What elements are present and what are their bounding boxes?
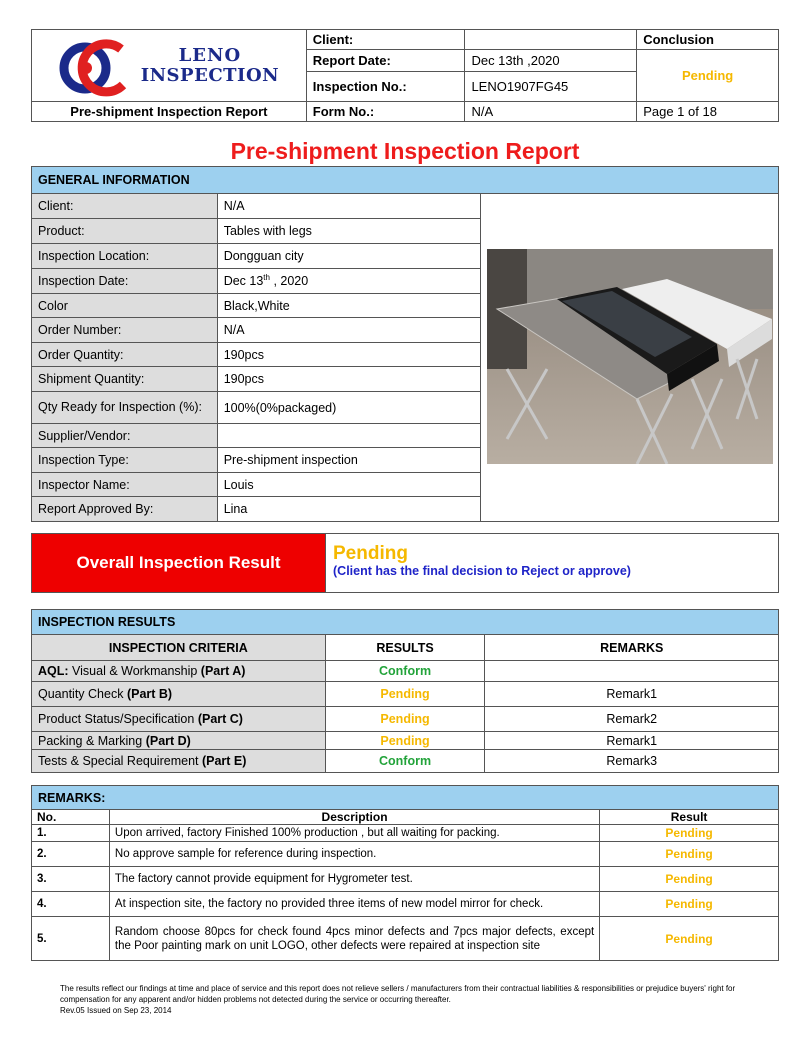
gen-label: Inspection Type: <box>32 448 218 473</box>
gen-value: Pre-shipment inspection <box>217 448 480 473</box>
gen-label: Product: <box>32 219 218 244</box>
criteria-cell <box>32 750 326 773</box>
remark-result: Pending <box>600 867 779 892</box>
inspection-no-value: LENO1907FG45 <box>465 72 637 102</box>
gen-value: Dongguan city <box>217 244 480 269</box>
gen-label: Order Number: <box>32 318 218 343</box>
col-description: Description <box>109 810 599 825</box>
gen-value-inspection-date <box>217 269 480 294</box>
remark-result: Pending <box>600 825 779 842</box>
client-label: Client: <box>306 30 465 50</box>
overall-result-label: Overall Inspection Result <box>32 534 326 593</box>
form-no-label: Form No.: <box>306 102 465 122</box>
footer-text: The results reflect our findings at time and place of service and this report does not relieve sellers / manufacturers from their contractual liabilities & responsibilities or prejudice buyers' right for compensation for any apparent and/or hidden problems not detected during the service or occurring thereafter. <box>60 984 736 1004</box>
overall-result-cell <box>326 534 779 593</box>
date-suffix: th <box>263 273 270 283</box>
criteria-cell <box>32 732 326 750</box>
overall-result-value: Pending <box>333 543 408 564</box>
date-main: Dec 13 <box>223 274 264 289</box>
gen-value: N/A <box>217 194 480 219</box>
criteria-part: (Part D) <box>145 733 191 748</box>
criteria-name: Product Status/Specification <box>38 712 198 726</box>
inspection-results-table <box>31 609 779 773</box>
col-criteria: INSPECTION CRITERIA <box>32 635 326 661</box>
client-value <box>465 30 637 50</box>
criteria-remark: Remark2 <box>485 707 779 732</box>
col-remarks: REMARKS <box>485 635 779 661</box>
criteria-name: Tests & Special Requirement <box>38 754 202 768</box>
leno-logo-icon <box>59 35 137 97</box>
criteria-remark: Remark3 <box>485 750 779 773</box>
criteria-result: Pending <box>325 682 485 707</box>
remark-description: At inspection site, the factory no provided three items of new model mirror for check. <box>109 892 599 917</box>
gen-value: 190pcs <box>217 343 480 367</box>
gen-value: 100%(0%packaged) <box>217 392 480 424</box>
gen-label: Color <box>32 294 218 318</box>
gen-label: Report Approved By: <box>32 497 218 522</box>
page-title: Pre-shipment Inspection Report <box>230 138 580 164</box>
product-photo-cell <box>481 194 779 522</box>
criteria-name: Visual & Workmanship <box>68 664 201 678</box>
remark-description: The factory cannot provide equipment for Hygrometer test. <box>109 867 599 892</box>
remark-result: Pending <box>600 892 779 917</box>
general-information-table <box>31 166 779 522</box>
criteria-part: (Part A) <box>200 664 246 678</box>
remark-no: 3. <box>32 867 110 892</box>
remark-result: Pending <box>600 842 779 867</box>
remark-no: 4. <box>32 892 110 917</box>
gen-label: Qty Ready for Inspection (%): <box>32 392 218 424</box>
remark-no: 2. <box>32 842 110 867</box>
criteria-part: (Part C) <box>197 712 243 726</box>
gen-label: Client: <box>32 194 218 219</box>
logo-line-1: LENO <box>178 44 242 66</box>
overall-result-table <box>31 533 779 593</box>
criteria-result: Pending <box>325 732 485 750</box>
criteria-cell <box>32 707 326 732</box>
gen-value: Lina <box>217 497 480 522</box>
criteria-remark <box>485 661 779 682</box>
report-name: Pre-shipment Inspection Report <box>32 102 307 122</box>
gen-value <box>217 424 480 448</box>
report-header <box>31 29 779 122</box>
col-results: RESULTS <box>325 635 485 661</box>
gen-value: N/A <box>217 318 480 343</box>
logo-cell <box>32 30 307 102</box>
criteria-prefix: AQL: <box>38 664 69 678</box>
criteria-result: Conform <box>325 750 485 773</box>
gen-label: Supplier/Vendor: <box>32 424 218 448</box>
remark-description: No approve sample for reference during inspection. <box>109 842 599 867</box>
gen-value: 190pcs <box>217 367 480 392</box>
gen-value: Tables with legs <box>217 219 480 244</box>
remark-result: Pending <box>600 917 779 961</box>
col-no: No. <box>32 810 110 825</box>
inspection-results-heading: INSPECTION RESULTS <box>32 610 779 635</box>
remarks-heading: REMARKS: <box>32 786 779 810</box>
remark-no: 5. <box>32 917 110 961</box>
report-date-value: Dec 13th ,2020 <box>465 50 637 72</box>
gen-label: Order Quantity: <box>32 343 218 367</box>
page-indicator: Page 1 of 18 <box>637 102 779 122</box>
form-no-value: N/A <box>465 102 637 122</box>
general-info-heading: GENERAL INFORMATION <box>32 167 779 194</box>
criteria-remark: Remark1 <box>485 682 779 707</box>
criteria-part: (Part B) <box>126 687 173 701</box>
logo-line-2: INSPECTION <box>140 64 280 86</box>
product-photo <box>487 249 773 464</box>
criteria-remark: Remark1 <box>485 732 779 750</box>
criteria-name: Quantity Check <box>38 687 127 701</box>
criteria-name: Packing & Marking <box>38 733 146 748</box>
gen-label: Inspector Name: <box>32 473 218 497</box>
inspection-no-label: Inspection No.: <box>306 72 465 102</box>
gen-label: Inspection Date: <box>32 269 218 294</box>
gen-label: Inspection Location: <box>32 244 218 269</box>
gen-label: Shipment Quantity: <box>32 367 218 392</box>
footer-revision: Rev.05 Issued on Sep 23, 2014 <box>60 1006 172 1015</box>
criteria-cell <box>32 682 326 707</box>
conclusion-label: Conclusion <box>637 30 779 50</box>
col-result: Result <box>600 810 779 825</box>
criteria-cell <box>32 661 326 682</box>
criteria-result: Pending <box>325 707 485 732</box>
remark-description: Upon arrived, factory Finished 100% production , but all waiting for packing. <box>109 825 599 842</box>
report-date-label: Report Date: <box>306 50 465 72</box>
date-year: , 2020 <box>269 274 309 289</box>
gen-value: Black,White <box>217 294 480 318</box>
overall-result-note: (Client has the final decision to Reject or approve) <box>333 564 631 578</box>
criteria-part: (Part E) <box>201 754 247 768</box>
gen-value: Louis <box>217 473 480 497</box>
remark-description: Random choose 80pcs for check found 4pcs minor defects and 7pcs major defects, except the Poor painting mark on unit LOGO, other defects were repaired at inspection site <box>109 917 599 961</box>
criteria-result: Conform <box>325 661 485 682</box>
remarks-table <box>31 785 779 961</box>
remark-no: 1. <box>32 825 110 842</box>
footer-disclaimer <box>60 983 750 1016</box>
conclusion-value: Pending <box>637 50 779 102</box>
